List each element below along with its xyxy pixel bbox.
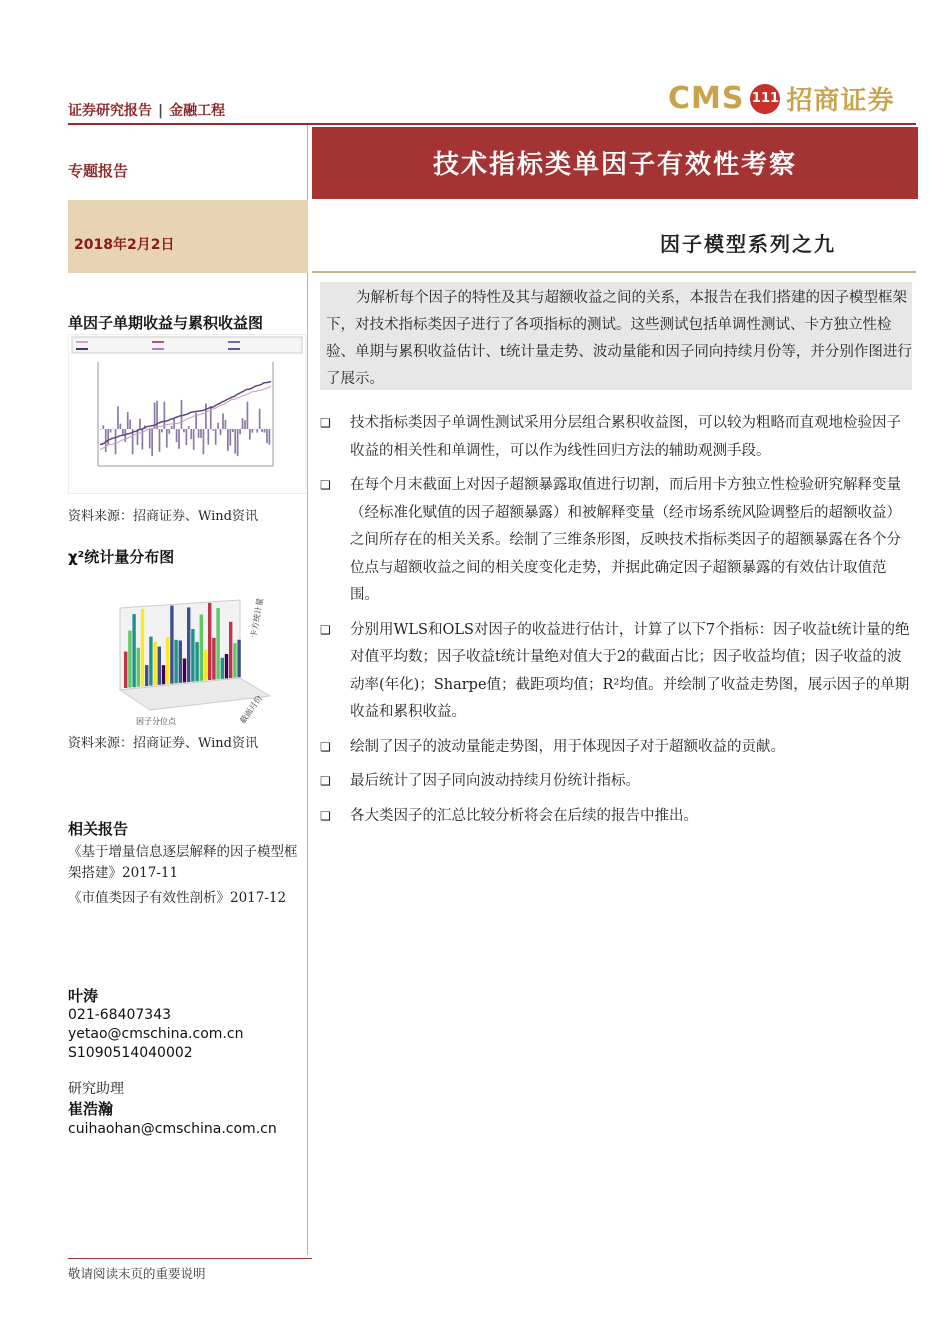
bullet-list	[320, 410, 912, 837]
chart1-bar	[171, 426, 173, 429]
chart1-title: 单因子单期收益与累积收益图	[68, 314, 264, 332]
related-item[interactable]: 《基于增量信息逐层解释的因子模型框架搭建》2017-11	[68, 844, 298, 881]
chart1-bar	[102, 425, 104, 429]
chi-square-3d-chart	[90, 578, 290, 728]
bullet-text: 最后统计了因子同向波动持续月份统计指标。	[350, 773, 640, 789]
chart1-bar	[244, 420, 246, 429]
chart2-bar	[204, 649, 207, 680]
chart1-bar	[247, 402, 249, 429]
list-item	[320, 472, 912, 610]
author-phone: 021-68407343	[68, 1007, 172, 1023]
chart1-bar	[188, 426, 190, 429]
bullet-text: 技术指标类因子单调性测试采用分层组合累积收益图，可以较为粗略而直观地检验因子收益的相关性和单调性，可以作为线性回归方法的辅助观测手段。	[350, 415, 901, 459]
chart2-axis-y: 卡方统计量	[249, 597, 265, 639]
checkbox-icon: ❑	[320, 739, 331, 754]
list-item	[320, 734, 912, 762]
list-item	[320, 617, 912, 727]
chart2-bar	[179, 640, 182, 682]
chart1-bar	[215, 429, 217, 445]
chart1-bar	[193, 429, 195, 450]
list-item	[320, 410, 912, 465]
bullet-text: 各大类因子的汇总比较分析将会在后续的报告中推出。	[350, 807, 698, 824]
chart1-bar	[225, 420, 227, 429]
related-list	[68, 842, 300, 909]
chart1-bar	[229, 429, 231, 446]
report-date: 2018年2月2日	[74, 237, 175, 253]
chart1-bar	[264, 429, 266, 433]
chart1-bar	[107, 429, 109, 444]
chart1-bar	[237, 429, 239, 456]
checkbox-icon: ❑	[320, 478, 331, 492]
checkbox-icon: ❑	[320, 774, 331, 788]
chart1-bar	[207, 429, 209, 445]
chart1-bar	[259, 409, 261, 429]
chart1-bar	[266, 429, 268, 443]
chart1-bar	[181, 400, 183, 429]
chart1-bar	[200, 429, 202, 438]
chart1-bar	[127, 412, 129, 429]
brand-logo	[668, 80, 895, 117]
chart1-bar	[166, 429, 168, 448]
logo-mark-icon: 111	[750, 84, 780, 114]
chart2-bar	[124, 652, 127, 688]
chart1-bar	[122, 429, 124, 434]
checkbox-icon: ❑	[320, 808, 331, 823]
author-email[interactable]: yetao@cmschina.com.cn	[68, 1026, 244, 1042]
header-rule	[68, 123, 916, 125]
list-item	[320, 803, 912, 831]
chart1-bar	[217, 423, 219, 429]
chart1-bar	[227, 429, 229, 451]
chart1-bar	[149, 429, 151, 448]
chart1-bar	[129, 420, 131, 429]
chart2-bar	[174, 640, 177, 683]
chart1-bar	[222, 413, 224, 429]
chart2-bar	[233, 643, 236, 677]
chart2-axis-z: 截面月份	[238, 693, 264, 726]
chart2-bar	[237, 640, 240, 677]
chart1-bar	[110, 429, 112, 432]
chart2-bar	[195, 642, 198, 681]
chart1-bar	[205, 403, 207, 429]
chart1-bar	[159, 429, 161, 452]
chart1-source: 资料来源：招商证券、Wind资讯	[68, 509, 258, 524]
chart2-bar	[229, 622, 232, 678]
chart1-bar	[176, 429, 178, 442]
series-rule	[312, 271, 916, 273]
report-category	[68, 100, 225, 120]
chart2-axis-x: 因子分位点	[136, 717, 176, 726]
chart1-bar	[212, 429, 214, 431]
chart2-bar	[153, 642, 156, 685]
chart1-bar	[249, 429, 251, 440]
chart1-bar	[168, 429, 170, 434]
chart1-bar	[183, 429, 185, 432]
related-item[interactable]: 《市值类因子有效性剖析》2017-12	[68, 890, 287, 906]
chart1-bar	[242, 418, 244, 429]
chart1-bar	[151, 429, 153, 456]
chart1-bar	[190, 429, 192, 439]
chart1-legend	[72, 337, 302, 353]
assistant-role: 研究助理	[68, 1081, 124, 1097]
chart2-bar	[191, 629, 194, 682]
abstract-text: 为解析每个因子的特性及其与超额收益之间的关系，本报告在我们搭建的因子模型框架下，对技术指标类因子进行了各项指标的测试。这些测试包括单调性测试、卡方独立性检验、单期与累积收益估计、t统计量走势、波动量能和因子同向持续月份等，并分别作图进行了展示。	[326, 290, 912, 387]
chart1-bar	[239, 429, 241, 434]
report-title: 技术指标类单因子有效性考察	[432, 150, 797, 180]
column-divider	[307, 125, 308, 1255]
chart1-bar	[234, 429, 236, 454]
chart2-bar	[166, 637, 169, 684]
chart2-bar	[132, 614, 135, 687]
category-label: 证券研究报告	[68, 103, 152, 119]
chart1-bar	[105, 429, 107, 452]
chart1-bar	[232, 429, 234, 432]
chart2-bar	[208, 603, 211, 680]
author-contact	[68, 1006, 243, 1063]
chart1-bar	[139, 419, 141, 429]
logo-chinese: 招商证券	[786, 86, 895, 116]
author-name: 叶涛	[68, 987, 99, 1005]
chart1-bar	[117, 406, 119, 429]
chart2-bar	[183, 658, 186, 682]
logo-latin: CMS	[668, 81, 745, 116]
chart2-bar	[149, 637, 152, 686]
chart2-bar	[137, 648, 140, 687]
chart2-bar	[216, 608, 219, 679]
chart1-bar	[256, 429, 258, 433]
chart2-bar	[221, 658, 224, 679]
chart2-bar	[162, 665, 165, 684]
returns-chart-thumbnail	[68, 334, 306, 494]
chart1-bar	[269, 429, 271, 445]
related-title: 相关报告	[68, 820, 129, 838]
chart1-bar	[115, 429, 117, 454]
bullet-text: 分别用WLS和OLS对因子的收益进行估计，计算了以下7个指标：因子收益t统计量的绝对值平均数；因子收益t统计量绝对值大于2的截面占比；因子收益均值；因子收益的波动率(年化)；Sharpe值；截距项均值；R²均值。并绘制了收益走势图，展示因子的单期收益和累积收益。	[350, 621, 910, 720]
subcategory-label: 金融工程	[169, 103, 226, 119]
chart2-bar	[187, 607, 190, 682]
checkbox-icon: ❑	[320, 622, 331, 637]
chart2-bar	[158, 647, 161, 685]
chart1-bar	[100, 429, 102, 430]
chart1-bar	[120, 424, 122, 429]
chart2-bar	[128, 631, 131, 688]
chart1-bar	[178, 429, 180, 449]
chart1-bar	[203, 429, 205, 454]
report-series: 因子模型系列之九	[660, 232, 836, 256]
list-item	[320, 768, 912, 796]
chart2-bar	[225, 654, 228, 678]
chart1-bar	[186, 429, 188, 445]
bullet-text: 在每个月末截面上对因子超额暴露取值进行切割，而后用卡方独立性检验研究解释变量（经标准化赋值的因子超额暴露）和被解释变量（经市场系统风险调整后的超额收益）之间所存在的相关关系。绘制了三维条形图，反映技术指标类因子的超额暴露在各个分位点与超额收益之间的相关度变化走势，并据此确定因子超额暴露的有效估计取值范围。	[350, 477, 901, 603]
chart2-bar	[212, 638, 215, 680]
chart2-bar	[145, 665, 148, 686]
chart2-bar	[170, 606, 173, 684]
chart1-bar	[251, 429, 253, 433]
chart1-bar	[198, 429, 200, 438]
chart2-bar	[200, 615, 203, 681]
category-separator: |	[158, 103, 164, 119]
chart2-title: χ²统计量分布图	[68, 548, 175, 566]
chart2-source: 资料来源：招商证券、Wind资讯	[68, 736, 258, 751]
report-type: 专题报告	[68, 162, 129, 180]
footer-rule	[68, 1258, 312, 1259]
chart2-bar	[141, 609, 144, 687]
assistant-name: 崔浩瀚	[68, 1100, 114, 1118]
bullet-text: 绘制了因子的波动量能走势图，用于体现因子对于超额收益的贡献。	[350, 738, 785, 755]
chart1-bar	[220, 429, 222, 435]
assistant-email[interactable]: cuihaohan@cmschina.com.cn	[68, 1121, 277, 1137]
chart1-bar	[261, 429, 263, 432]
author-license: S1090514040002	[68, 1045, 193, 1061]
chart1-bar	[161, 429, 163, 432]
checkbox-icon: ❑	[320, 416, 331, 430]
footer-note: 敬请阅读末页的重要说明	[68, 1266, 206, 1281]
